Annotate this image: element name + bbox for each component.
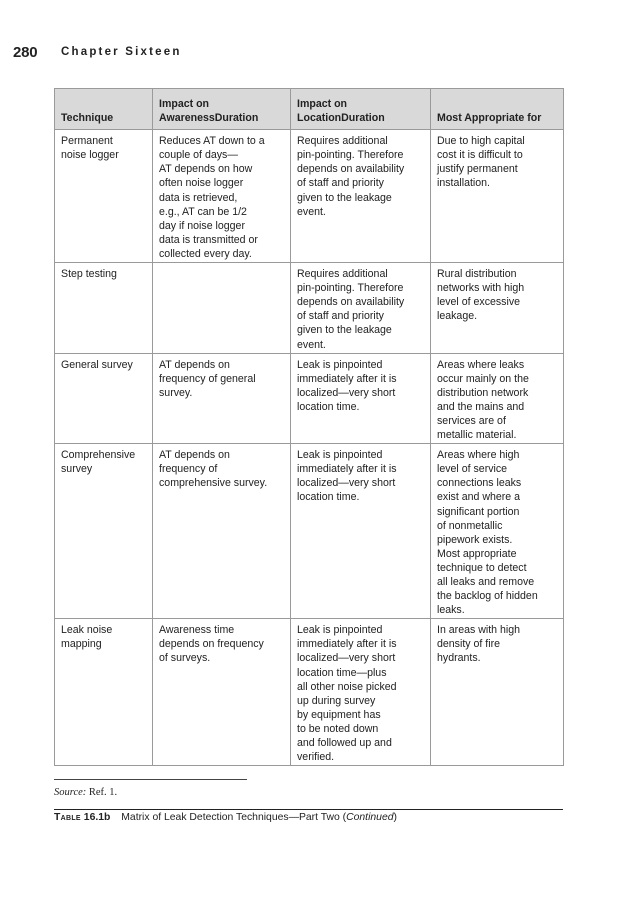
cell-line: occur mainly on the bbox=[437, 372, 529, 385]
cell-line: networks with high bbox=[437, 282, 525, 295]
cell-line: location time. bbox=[297, 491, 360, 504]
cell-line: General survey bbox=[61, 358, 133, 371]
cell-line: leakage. bbox=[437, 310, 478, 323]
awareness-duration-header bbox=[153, 89, 291, 130]
cell-line: noise logger bbox=[61, 149, 119, 162]
cell-line: and followed up and bbox=[297, 737, 392, 750]
cell-line: leaks. bbox=[437, 604, 465, 617]
cell-line: Awareness time bbox=[159, 624, 235, 637]
cell-line: data is transmitted or bbox=[159, 233, 258, 246]
cell-line: by equipment has bbox=[297, 708, 381, 721]
cell-line: installation. bbox=[437, 177, 490, 190]
header-row bbox=[55, 89, 564, 130]
cell-line: significant portion bbox=[437, 505, 520, 518]
cell-line: AT depends on bbox=[159, 358, 230, 371]
cell-line: Due to high capital bbox=[437, 135, 525, 148]
location-duration-cell bbox=[291, 444, 431, 619]
most-appropriate-cell bbox=[431, 353, 564, 444]
cell-line: Leak is pinpointed bbox=[297, 624, 383, 637]
location-duration-cell bbox=[291, 263, 431, 354]
technique-cell bbox=[55, 444, 153, 619]
cell-line: metallic material. bbox=[437, 429, 517, 442]
cell-line: of staff and priority bbox=[297, 310, 384, 323]
cell-line: Step testing bbox=[61, 268, 117, 281]
cell-line: cost it is difficult to bbox=[437, 149, 523, 162]
header-line: Duration bbox=[214, 112, 259, 125]
cell-line: Leak is pinpointed bbox=[297, 449, 383, 462]
cell-line: all other noise picked bbox=[297, 680, 397, 693]
cell-line: depends on availability bbox=[297, 296, 405, 309]
cell-line: day if noise logger bbox=[159, 219, 245, 232]
caption-text-end: ) bbox=[393, 812, 397, 823]
header-line: Duration bbox=[341, 112, 385, 125]
cell-line: Comprehensive bbox=[61, 449, 136, 462]
location-duration-header bbox=[291, 89, 431, 130]
cell-line: data is retrieved, bbox=[159, 191, 238, 204]
cell-line: location time. bbox=[297, 400, 360, 413]
source-divider bbox=[54, 779, 247, 780]
cell-line: Requires additional bbox=[297, 268, 388, 281]
cell-line: and the mains and bbox=[437, 400, 525, 413]
header-line: Impact on Location bbox=[297, 98, 348, 125]
cell-line: localized—very short bbox=[297, 477, 396, 490]
source-text: Ref. 1. bbox=[86, 787, 118, 798]
cell-line: to be noted down bbox=[297, 722, 379, 735]
cell-line: AT depends on how bbox=[159, 163, 253, 176]
cell-line: level of excessive bbox=[437, 296, 521, 309]
cell-line: pin-pointing. Therefore bbox=[297, 149, 404, 162]
caption-text-italic: Continued bbox=[346, 812, 394, 823]
awareness-duration-cell bbox=[153, 619, 291, 766]
location-duration-cell bbox=[291, 619, 431, 766]
location-duration-cell bbox=[291, 130, 431, 263]
cell-line: given to the leakage bbox=[297, 324, 392, 337]
cell-line: level of service bbox=[437, 463, 508, 476]
location-duration-cell bbox=[291, 353, 431, 444]
technique-cell bbox=[55, 353, 153, 444]
cell-line: In areas with high bbox=[437, 624, 521, 637]
cell-line: Requires additional bbox=[297, 135, 388, 148]
header-line: Most Appropriate for bbox=[437, 112, 542, 125]
chapter-title: Chapter Sixteen bbox=[61, 46, 182, 58]
cell-line: frequency of general bbox=[159, 372, 256, 385]
source-note bbox=[54, 787, 117, 798]
cell-line: hydrants. bbox=[437, 652, 481, 665]
awareness-duration-cell bbox=[153, 353, 291, 444]
cell-line: event. bbox=[297, 338, 326, 351]
most-appropriate-cell bbox=[431, 444, 564, 619]
cell-line: Permanent bbox=[61, 135, 113, 148]
cell-line: couple of days— bbox=[159, 149, 238, 162]
cell-line: e.g., AT can be 1/2 bbox=[159, 205, 247, 218]
cell-line: localized—very short bbox=[297, 652, 396, 665]
cell-line: event. bbox=[297, 205, 326, 218]
cell-line: immediately after it is bbox=[297, 372, 397, 385]
cell-line: depends on frequency bbox=[159, 638, 264, 651]
cell-line: of surveys. bbox=[159, 652, 211, 665]
cell-line: survey. bbox=[159, 386, 193, 399]
most-appropriate-header bbox=[431, 89, 564, 130]
page-number: 280 bbox=[13, 44, 38, 61]
caption-text bbox=[121, 812, 397, 823]
technique-cell bbox=[55, 263, 153, 354]
cell-line: Areas where high bbox=[437, 449, 520, 462]
table-row bbox=[55, 130, 564, 263]
caption-text-main: Matrix of Leak Detection Techniques—Part Two ( bbox=[121, 812, 347, 823]
cell-line: up during survey bbox=[297, 694, 376, 707]
technique-header bbox=[55, 89, 153, 130]
cell-line: Reduces AT down to a bbox=[159, 135, 265, 148]
technique-cell bbox=[55, 130, 153, 263]
cell-line: location time—plus bbox=[297, 666, 387, 679]
table-row bbox=[55, 263, 564, 354]
source-label: Source: bbox=[54, 787, 87, 798]
awareness-duration-cell bbox=[153, 130, 291, 263]
cell-line: localized—very short bbox=[297, 386, 396, 399]
most-appropriate-cell bbox=[431, 130, 564, 263]
awareness-duration-cell bbox=[153, 263, 291, 354]
cell-line: immediately after it is bbox=[297, 638, 397, 651]
cell-line: pipework exists. bbox=[437, 533, 513, 546]
technique-cell bbox=[55, 619, 153, 766]
table-body bbox=[55, 130, 564, 766]
leak-detection-matrix-table bbox=[54, 88, 564, 766]
cell-line: Areas where leaks bbox=[437, 358, 525, 371]
cell-line: given to the leakage bbox=[297, 191, 392, 204]
most-appropriate-cell bbox=[431, 263, 564, 354]
caption-divider bbox=[54, 809, 563, 810]
cell-line: of nonmetallic bbox=[437, 519, 503, 532]
table-row bbox=[55, 619, 564, 766]
cell-line: depends on availability bbox=[297, 163, 405, 176]
cell-line: distribution network bbox=[437, 386, 529, 399]
cell-line: frequency of bbox=[159, 463, 218, 476]
cell-line: comprehensive survey. bbox=[159, 477, 268, 490]
cell-line: the backlog of hidden bbox=[437, 590, 538, 603]
table-row bbox=[55, 444, 564, 619]
cell-line: survey bbox=[61, 463, 93, 476]
cell-line: density of fire bbox=[437, 638, 501, 651]
cell-line: verified. bbox=[297, 751, 335, 764]
cell-line: collected every day. bbox=[159, 247, 252, 260]
awareness-duration-cell bbox=[153, 444, 291, 619]
cell-line: AT depends on bbox=[159, 449, 230, 462]
cell-line: services are of bbox=[437, 414, 506, 427]
table-header bbox=[55, 89, 564, 130]
most-appropriate-cell bbox=[431, 619, 564, 766]
cell-line: of staff and priority bbox=[297, 177, 384, 190]
table-row bbox=[55, 353, 564, 444]
leak-detection-table-wrapper bbox=[54, 88, 563, 766]
cell-line: immediately after it is bbox=[297, 463, 397, 476]
cell-line: all leaks and remove bbox=[437, 576, 535, 588]
cell-line: mapping bbox=[61, 638, 102, 651]
cell-line: pin-pointing. Therefore bbox=[297, 282, 404, 295]
cell-line: often noise logger bbox=[159, 177, 244, 190]
cell-line: exist and where a bbox=[437, 491, 521, 504]
cell-line: justify permanent bbox=[437, 163, 518, 176]
header-line: Impact on Awareness bbox=[159, 98, 215, 125]
caption-table-number: 16.1b bbox=[83, 812, 111, 823]
caption-table-word: Table bbox=[54, 812, 81, 823]
header-line: Technique bbox=[61, 112, 114, 125]
table-caption bbox=[54, 812, 397, 823]
cell-line: technique to detect bbox=[437, 561, 527, 574]
cell-line: Leak is pinpointed bbox=[297, 358, 383, 371]
cell-line: Rural distribution bbox=[437, 268, 517, 281]
cell-line: Most appropriate bbox=[437, 547, 517, 560]
cell-line: connections leaks bbox=[437, 477, 522, 490]
cell-line: Leak noise bbox=[61, 624, 113, 637]
page-header bbox=[13, 44, 182, 62]
